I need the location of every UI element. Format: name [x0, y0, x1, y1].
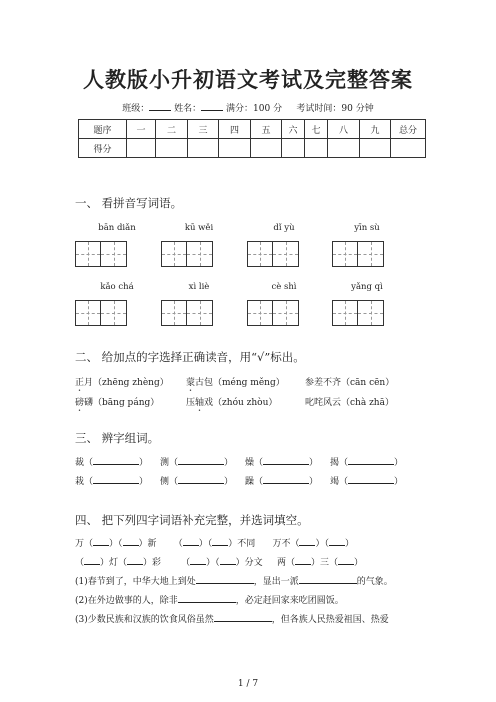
score-cell[interactable] [328, 139, 360, 158]
idiom-line-1[interactable]: 万（ ）（ ）新 （ ）（ ）不同 万不（ ）（ ） [75, 536, 354, 549]
score-header-cell: 总分 [391, 120, 426, 139]
writing-grid[interactable] [332, 241, 384, 267]
score-header-cell: 四 [219, 120, 251, 139]
score-cell[interactable] [251, 139, 282, 158]
writing-grid[interactable] [332, 300, 384, 326]
score-cell[interactable] [360, 139, 391, 158]
reading-item[interactable]: 蒙古包（méng měng） [186, 378, 285, 388]
score-header-cell: 题序 [79, 120, 127, 139]
writing-grid[interactable] [161, 300, 213, 326]
name-blank[interactable] [201, 101, 223, 111]
score-header-cell: 二 [156, 120, 188, 139]
pinyin-label: cè shì [271, 282, 297, 292]
score-cell[interactable] [305, 139, 328, 158]
score-header-cell: 八 [328, 120, 360, 139]
reading-item[interactable]: 磅礴（bāng páng） [75, 398, 160, 408]
reading-item[interactable]: 参差不齐（cān cēn） [305, 378, 395, 388]
class-blank[interactable] [149, 101, 171, 111]
writing-grid[interactable] [75, 300, 127, 326]
word-item[interactable]: 栽（ ） [75, 474, 148, 487]
pinyin-label: xì liè [188, 282, 210, 292]
pinyin-label: kǎo chá [100, 282, 134, 292]
score-cell[interactable] [219, 139, 251, 158]
pinyin-label: dǐ yù [273, 223, 295, 233]
class-label: 班级： [122, 104, 150, 114]
name-label: 姓名： [174, 104, 202, 114]
exam-info [0, 101, 496, 114]
score-cell[interactable] [156, 139, 188, 158]
word-item[interactable]: 燥（ ） [245, 455, 318, 468]
score-cell[interactable] [282, 139, 305, 158]
word-item[interactable]: 揭（ ） [330, 455, 403, 468]
score-header-cell: 五 [251, 120, 282, 139]
score-header-cell: 九 [360, 120, 391, 139]
reading-item[interactable]: 压轴戏（zhóu zhòu） [186, 398, 278, 408]
word-item[interactable]: 裁（ ） [75, 455, 148, 468]
score-cell[interactable] [391, 139, 426, 158]
section1-heading: 一、 看拼音写词语。 [75, 196, 183, 210]
score-cell[interactable] [127, 139, 156, 158]
word-item[interactable]: 躁（ ） [245, 474, 318, 487]
question-3[interactable]: (3)少数民族和汉族的饮食风俗虽然 ，但各族人民热爱祖国、热爱 [75, 612, 389, 625]
pinyin-label: kū wěi [184, 223, 214, 233]
writing-grid[interactable] [161, 241, 213, 267]
idiom-line-2[interactable]: （ ）灯（ ）彩 （ ）（ ）分文 两（ ）三（ ） [75, 555, 363, 568]
reading-item[interactable]: 叱咤风云（chà zhā） [305, 398, 394, 408]
score-header-cell: 七 [305, 120, 328, 139]
score-cell[interactable] [188, 139, 219, 158]
writing-grid[interactable] [247, 300, 299, 326]
score-row-label: 得分 [79, 139, 127, 158]
word-item[interactable]: 侧（ ） [160, 474, 233, 487]
pinyin-label: bān diǎn [98, 223, 136, 233]
section2-heading: 二、 给加点的字选择正确读音，用“√”标出。 [75, 350, 305, 364]
writing-grid[interactable] [247, 241, 299, 267]
section4-heading: 四、 把下列四字词语补充完整，并选词填空。 [75, 513, 309, 527]
word-item[interactable]: 竭（ ） [330, 474, 403, 487]
page-number: 1 / 7 [237, 679, 259, 689]
pinyin-label: yǎng qì [351, 282, 383, 292]
score-header-cell: 三 [188, 120, 219, 139]
question-2[interactable]: (2)在外边做事的人，除非 ，必定赶回家来吃团圆饭。 [75, 593, 344, 606]
score-header-cell: 六 [282, 120, 305, 139]
exam-time: 考试时间：90 分钟 [296, 104, 374, 114]
section3-heading: 三、 辨字组词。 [75, 431, 160, 445]
question-1[interactable]: (1)春节到了，中华大地上到处 ，显出一派 的气象。 [75, 574, 393, 587]
score-header-cell: 一 [127, 120, 156, 139]
score-table [78, 119, 426, 158]
word-item[interactable]: 测（ ） [160, 455, 233, 468]
pinyin-label: yīn sù [354, 223, 380, 233]
full-score: 满分：100 分 [226, 104, 283, 114]
score-row [79, 139, 426, 158]
writing-grid[interactable] [75, 241, 127, 267]
page-title: 人教版小升初语文考试及完整答案 [83, 67, 413, 92]
reading-item[interactable]: 正月（zhēng zhèng） [75, 378, 169, 388]
score-header-row [79, 120, 426, 139]
